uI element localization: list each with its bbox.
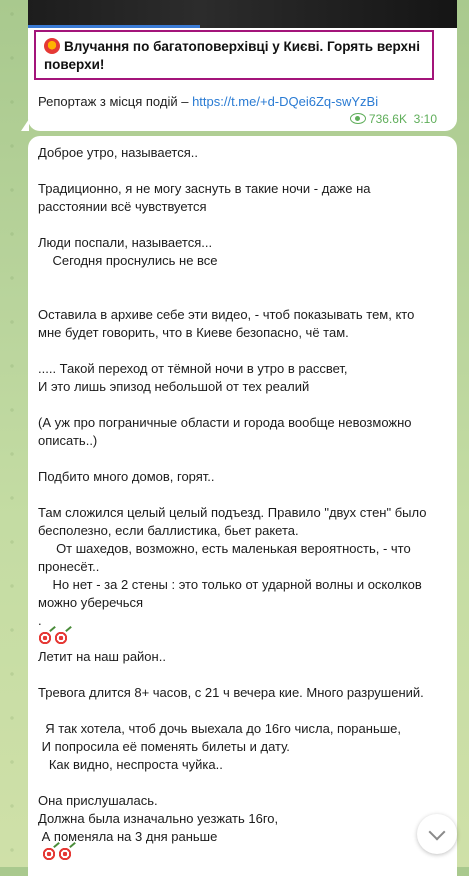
target-icon <box>58 847 72 861</box>
report-line <box>38 94 378 109</box>
report-prefix: Репортаж з місця подій – <box>38 94 193 109</box>
view-count: 736.6K <box>368 112 407 126</box>
report-link[interactable]: https://t.me/+d-DQei6Zq-swYzBi <box>192 94 379 109</box>
bubble-tail <box>21 119 29 131</box>
rage-emoji-icon <box>44 38 60 54</box>
message-part-1: Доброе утро, называется.. Традиционно, я не могу заснуть в такие ночи - даже на расстоянии всё чувствуется Люди поспали, называется... Сегодня проснулись не все Оставила в архиве себе эти видео, - чтоб показывать тем, кто мне будет говорить, что в Киеве безопасно, чё там. ..... Такой переход от тёмной ночи в утро в рассвет, И это лишь эпизод небольшой от тех реалий (А уж про пограничные области и города вообще невозможно описать..) Подбито много домов, горят.. Там сложился целый целый подъезд. Правило "двух стен" было бесполезно, если баллистика, бьет ракета. От шахедов, возможно, есть маленькая вероятность, - что пронесёт.. Но нет - за 2 стены : это только от ударной волны и осколков можно уберечься . <box>38 145 427 628</box>
post-time: 3:10 <box>413 112 437 126</box>
target-emoji-row <box>38 846 450 864</box>
eye-icon <box>350 113 366 124</box>
post-headline: Влучання по багатоповерхівці у Києві. Горять верхні поверхи! <box>44 39 420 72</box>
forwarded-post-bubble <box>28 0 457 131</box>
headline-highlight <box>34 30 434 80</box>
target-icon <box>54 631 68 645</box>
scroll-down-button[interactable] <box>417 814 457 854</box>
message-bubble <box>28 136 457 876</box>
target-icon <box>42 847 56 861</box>
target-icon <box>38 631 52 645</box>
target-emoji-row <box>38 630 450 648</box>
message-part-2: Летит на наш район.. Тревога длится 8+ часов, с 21 ч вечера кие. Много разрушений. Я так хотела, чтоб дочь выехала до 16го числа, пораньше, И попросила её поменять билеты и дату. Как видно, неспроста чуйка.. Она прислушалась. Должна была изначально уезжать 16го, А поменяла на 3 дня раньше <box>38 649 424 844</box>
post-meta <box>350 112 437 126</box>
message-body <box>38 144 450 864</box>
video-preview[interactable] <box>28 0 457 28</box>
chevron-down-icon <box>429 823 446 840</box>
